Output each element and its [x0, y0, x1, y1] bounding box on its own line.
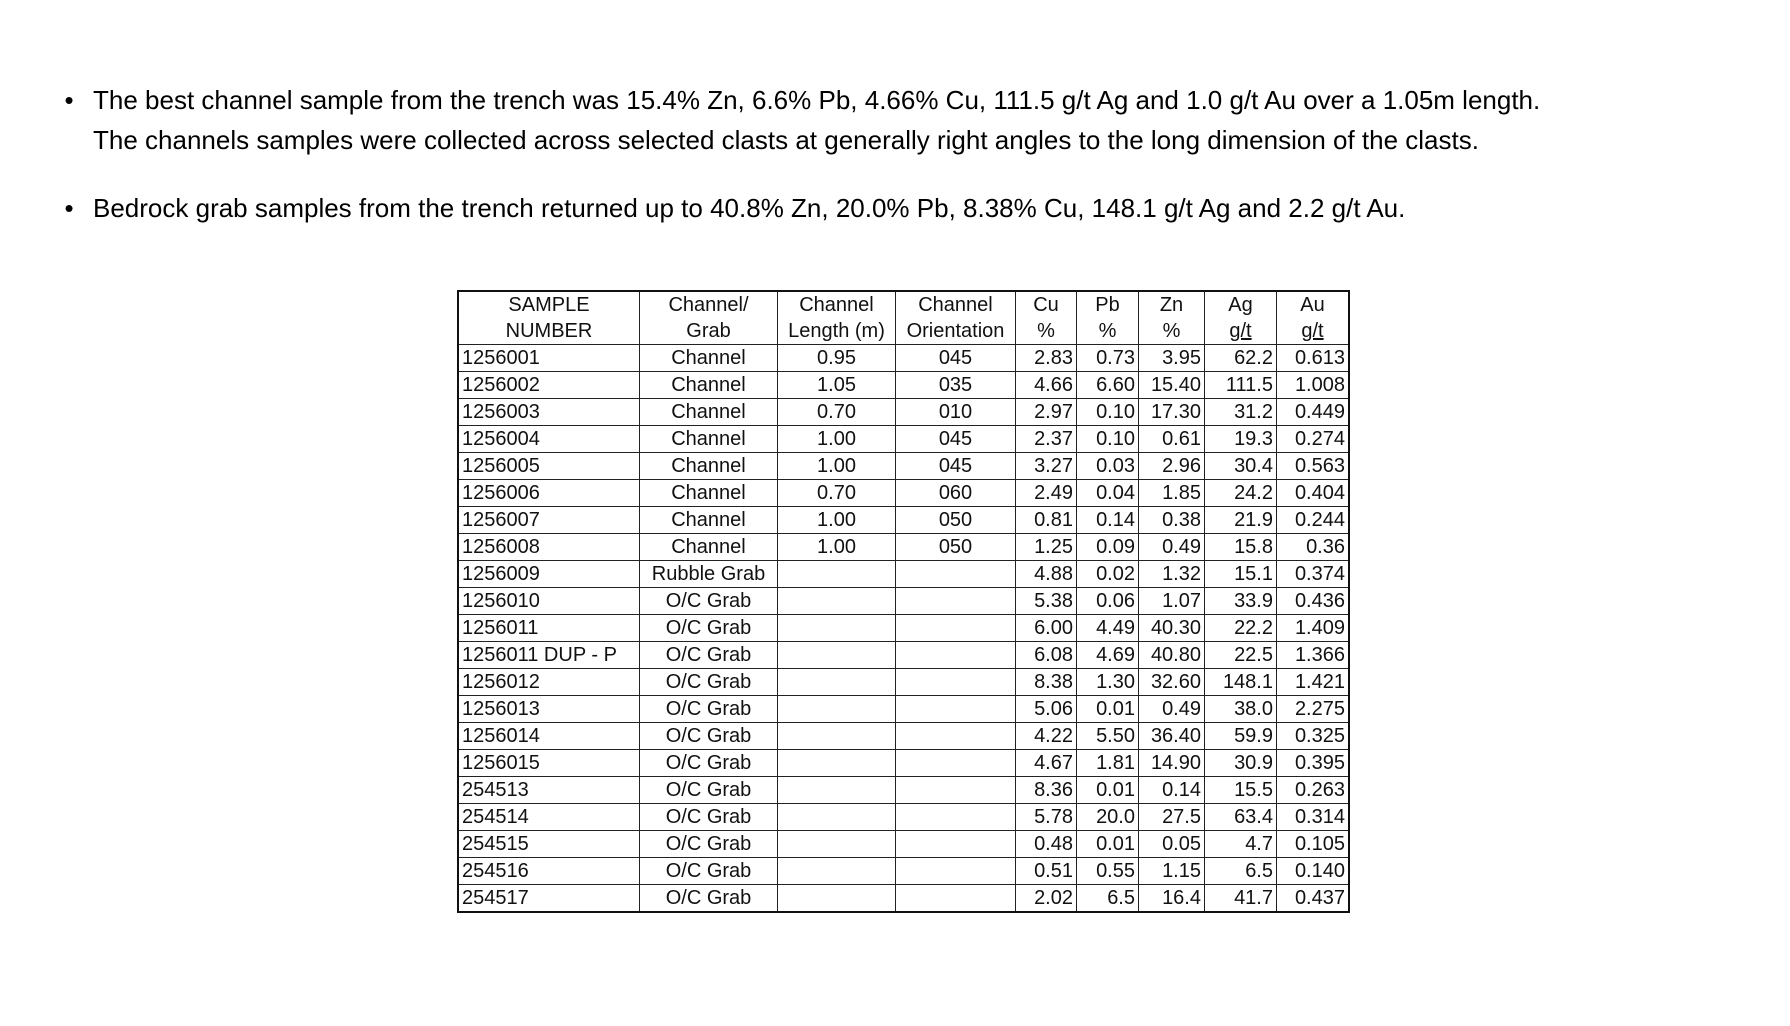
zn-cell: 17.30 — [1139, 399, 1205, 426]
au-cell: 0.244 — [1277, 507, 1350, 534]
channel-grab-cell: Channel — [640, 426, 778, 453]
sample-number-cell: 254517 — [458, 885, 640, 913]
cu-cell: 3.27 — [1016, 453, 1077, 480]
bullet-text-line: Bedrock grab samples from the trench returned up to 40.8% Zn, 20.0% Pb, 8.38% Cu, 148.1 g/t Ag and 2.2 g/t Au. — [93, 193, 1406, 223]
header-channel-orientation — [896, 291, 1016, 345]
cu-cell: 5.06 — [1016, 696, 1077, 723]
zn-cell: 16.4 — [1139, 885, 1205, 913]
pb-cell: 0.04 — [1077, 480, 1139, 507]
zn-cell: 15.40 — [1139, 372, 1205, 399]
table-body — [458, 345, 1349, 913]
zn-cell: 0.38 — [1139, 507, 1205, 534]
header-line: g/t — [1301, 320, 1324, 342]
channel-length-cell: 1.00 — [778, 426, 896, 453]
channel-orientation-cell — [896, 696, 1016, 723]
table-row — [458, 453, 1349, 480]
header-line: g/t — [1229, 320, 1252, 342]
cu-cell: 2.37 — [1016, 426, 1077, 453]
channel-grab-cell: Channel — [640, 480, 778, 507]
channel-grab-cell: Rubble Grab — [640, 561, 778, 588]
ag-cell: 19.3 — [1205, 426, 1277, 453]
channel-length-cell — [778, 588, 896, 615]
au-cell: 0.140 — [1277, 858, 1350, 885]
channel-length-cell — [778, 858, 896, 885]
channel-grab-cell: O/C Grab — [640, 804, 778, 831]
pb-cell: 0.10 — [1077, 399, 1139, 426]
channel-orientation-cell — [896, 885, 1016, 913]
channel-length-cell: 1.00 — [778, 453, 896, 480]
table-header-row — [458, 291, 1349, 345]
channel-grab-cell: O/C Grab — [640, 858, 778, 885]
au-cell: 0.105 — [1277, 831, 1350, 858]
pb-cell: 1.30 — [1077, 669, 1139, 696]
au-cell: 0.314 — [1277, 804, 1350, 831]
au-cell: 0.36 — [1277, 534, 1350, 561]
zn-cell: 27.5 — [1139, 804, 1205, 831]
ag-cell: 6.5 — [1205, 858, 1277, 885]
channel-orientation-cell: 045 — [896, 426, 1016, 453]
ag-cell: 62.2 — [1205, 345, 1277, 372]
channel-orientation-cell — [896, 642, 1016, 669]
cu-cell: 2.02 — [1016, 885, 1077, 913]
sample-number-cell: 1256003 — [458, 399, 640, 426]
au-cell: 1.409 — [1277, 615, 1350, 642]
channel-length-cell: 1.00 — [778, 507, 896, 534]
bullet-text-line: The best channel sample from the trench was 15.4% Zn, 6.6% Pb, 4.66% Cu, 111.5 g/t Ag and 1.0 g/t Au over a 1.05m length. — [93, 85, 1541, 115]
table-row — [458, 480, 1349, 507]
ag-cell: 22.5 — [1205, 642, 1277, 669]
sample-number-cell: 1256011 — [458, 615, 640, 642]
header-line: NUMBER — [505, 320, 593, 342]
channel-grab-cell: O/C Grab — [640, 588, 778, 615]
table-row — [458, 642, 1349, 669]
channel-grab-cell: Channel — [640, 399, 778, 426]
au-cell: 1.421 — [1277, 669, 1350, 696]
bullet-marker: • — [64, 85, 74, 115]
sample-number-cell: 254515 — [458, 831, 640, 858]
channel-length-cell — [778, 615, 896, 642]
zn-cell: 1.15 — [1139, 858, 1205, 885]
channel-length-cell — [778, 696, 896, 723]
channel-grab-cell: Channel — [640, 507, 778, 534]
channel-length-cell — [778, 831, 896, 858]
table-row — [458, 804, 1349, 831]
ag-cell: 41.7 — [1205, 885, 1277, 913]
channel-orientation-cell: 010 — [896, 399, 1016, 426]
ag-cell: 15.5 — [1205, 777, 1277, 804]
pb-cell: 1.81 — [1077, 750, 1139, 777]
channel-orientation-cell — [896, 750, 1016, 777]
ag-cell: 21.9 — [1205, 507, 1277, 534]
cu-cell: 0.51 — [1016, 858, 1077, 885]
cu-cell: 2.83 — [1016, 345, 1077, 372]
channel-orientation-cell: 050 — [896, 534, 1016, 561]
sample-number-cell: 1256013 — [458, 696, 640, 723]
zn-cell: 1.07 — [1139, 588, 1205, 615]
header-au — [1277, 291, 1350, 345]
pb-cell: 4.69 — [1077, 642, 1139, 669]
channel-length-cell: 1.00 — [778, 534, 896, 561]
au-cell: 1.366 — [1277, 642, 1350, 669]
channel-length-cell — [778, 885, 896, 913]
table-row — [458, 561, 1349, 588]
bullet-text-line: The channels samples were collected across selected clasts at generally right angles to the long dimension of the clasts. — [93, 125, 1479, 155]
table-row — [458, 723, 1349, 750]
cu-cell: 0.48 — [1016, 831, 1077, 858]
ag-cell: 59.9 — [1205, 723, 1277, 750]
table-row — [458, 345, 1349, 372]
zn-cell: 40.80 — [1139, 642, 1205, 669]
channel-length-cell — [778, 642, 896, 669]
cu-cell: 8.38 — [1016, 669, 1077, 696]
channel-grab-cell: O/C Grab — [640, 777, 778, 804]
channel-orientation-cell — [896, 831, 1016, 858]
channel-grab-cell: O/C Grab — [640, 750, 778, 777]
au-cell: 2.275 — [1277, 696, 1350, 723]
au-cell: 0.404 — [1277, 480, 1350, 507]
cu-cell: 2.97 — [1016, 399, 1077, 426]
header-pb — [1077, 291, 1139, 345]
table-row — [458, 588, 1349, 615]
header-line: % — [1037, 320, 1055, 342]
assay-results-table — [457, 290, 1350, 913]
header-line: Zn — [1159, 294, 1184, 316]
au-cell: 0.395 — [1277, 750, 1350, 777]
pb-cell: 6.60 — [1077, 372, 1139, 399]
cu-cell: 8.36 — [1016, 777, 1077, 804]
au-cell: 0.325 — [1277, 723, 1350, 750]
table-row — [458, 615, 1349, 642]
zn-cell: 0.61 — [1139, 426, 1205, 453]
table-row — [458, 534, 1349, 561]
channel-orientation-cell: 050 — [896, 507, 1016, 534]
ag-cell: 30.9 — [1205, 750, 1277, 777]
cu-cell: 4.66 — [1016, 372, 1077, 399]
channel-orientation-cell — [896, 723, 1016, 750]
sample-number-cell: 254513 — [458, 777, 640, 804]
pb-cell: 0.55 — [1077, 858, 1139, 885]
ag-cell: 63.4 — [1205, 804, 1277, 831]
cu-cell: 5.38 — [1016, 588, 1077, 615]
sample-number-cell: 254514 — [458, 804, 640, 831]
sample-number-cell: 1256006 — [458, 480, 640, 507]
channel-length-cell: 0.95 — [778, 345, 896, 372]
channel-orientation-cell — [896, 588, 1016, 615]
channel-orientation-cell: 060 — [896, 480, 1016, 507]
zn-cell: 14.90 — [1139, 750, 1205, 777]
sample-number-cell: 1256010 — [458, 588, 640, 615]
pb-cell: 0.10 — [1077, 426, 1139, 453]
table-row — [458, 507, 1349, 534]
channel-orientation-cell — [896, 804, 1016, 831]
channel-length-cell — [778, 777, 896, 804]
zn-cell: 0.14 — [1139, 777, 1205, 804]
cu-cell: 4.22 — [1016, 723, 1077, 750]
ag-cell: 148.1 — [1205, 669, 1277, 696]
zn-cell: 1.32 — [1139, 561, 1205, 588]
sample-number-cell: 254516 — [458, 858, 640, 885]
channel-length-cell — [778, 561, 896, 588]
bullet-item-best-channel — [64, 80, 1541, 160]
sample-number-cell: 1256015 — [458, 750, 640, 777]
header-line: Channel/ — [668, 294, 749, 316]
au-cell: 0.274 — [1277, 426, 1350, 453]
table-row — [458, 669, 1349, 696]
channel-grab-cell: O/C Grab — [640, 831, 778, 858]
channel-grab-cell: Channel — [640, 345, 778, 372]
au-cell: 0.437 — [1277, 885, 1350, 913]
table-row — [458, 426, 1349, 453]
channel-length-cell: 0.70 — [778, 399, 896, 426]
sample-number-cell: 1256005 — [458, 453, 640, 480]
sample-number-cell: 1256002 — [458, 372, 640, 399]
channel-length-cell: 0.70 — [778, 480, 896, 507]
header-line: Orientation — [906, 320, 1005, 342]
zn-cell: 3.95 — [1139, 345, 1205, 372]
channel-grab-cell: Channel — [640, 453, 778, 480]
channel-length-cell: 1.05 — [778, 372, 896, 399]
channel-grab-cell: O/C Grab — [640, 669, 778, 696]
zn-cell: 0.05 — [1139, 831, 1205, 858]
channel-grab-cell: O/C Grab — [640, 615, 778, 642]
header-line: Ag — [1228, 294, 1253, 316]
au-cell: 0.613 — [1277, 345, 1350, 372]
table-row — [458, 777, 1349, 804]
cu-cell: 6.00 — [1016, 615, 1077, 642]
channel-orientation-cell: 045 — [896, 345, 1016, 372]
header-channel-grab — [640, 291, 778, 345]
channel-grab-cell: O/C Grab — [640, 696, 778, 723]
pb-cell: 0.73 — [1077, 345, 1139, 372]
pb-cell: 0.01 — [1077, 696, 1139, 723]
table-row — [458, 696, 1349, 723]
au-cell: 0.449 — [1277, 399, 1350, 426]
header-zn — [1139, 291, 1205, 345]
cu-cell: 4.67 — [1016, 750, 1077, 777]
zn-cell: 32.60 — [1139, 669, 1205, 696]
table-row — [458, 372, 1349, 399]
pb-cell: 0.03 — [1077, 453, 1139, 480]
channel-grab-cell: O/C Grab — [640, 723, 778, 750]
sample-number-cell: 1256009 — [458, 561, 640, 588]
table-row — [458, 885, 1349, 913]
channel-length-cell — [778, 750, 896, 777]
sample-number-cell: 1256011 DUP - P — [458, 642, 640, 669]
sample-number-cell: 1256008 — [458, 534, 640, 561]
ag-cell: 22.2 — [1205, 615, 1277, 642]
header-line: SAMPLE — [508, 294, 590, 316]
zn-cell: 40.30 — [1139, 615, 1205, 642]
pb-cell: 0.14 — [1077, 507, 1139, 534]
header-channel-length — [778, 291, 896, 345]
ag-cell: 15.1 — [1205, 561, 1277, 588]
header-sample-number — [458, 291, 640, 345]
pb-cell: 0.06 — [1077, 588, 1139, 615]
channel-length-cell — [778, 669, 896, 696]
channel-grab-cell: Channel — [640, 534, 778, 561]
header-line: Pb — [1095, 294, 1120, 316]
zn-cell: 0.49 — [1139, 534, 1205, 561]
bullet-item-bedrock-grab — [64, 188, 1406, 228]
channel-length-cell — [778, 723, 896, 750]
table-row — [458, 399, 1349, 426]
channel-grab-cell: O/C Grab — [640, 642, 778, 669]
cu-cell: 6.08 — [1016, 642, 1077, 669]
pb-cell: 0.09 — [1077, 534, 1139, 561]
zn-cell: 2.96 — [1139, 453, 1205, 480]
ag-cell: 111.5 — [1205, 372, 1277, 399]
channel-orientation-cell — [896, 777, 1016, 804]
au-cell: 0.563 — [1277, 453, 1350, 480]
header-line: Au — [1300, 294, 1325, 316]
header-ag — [1205, 291, 1277, 345]
table-row — [458, 750, 1349, 777]
channel-orientation-cell — [896, 615, 1016, 642]
sample-number-cell: 1256014 — [458, 723, 640, 750]
ag-cell: 38.0 — [1205, 696, 1277, 723]
sample-number-cell: 1256004 — [458, 426, 640, 453]
channel-orientation-cell — [896, 858, 1016, 885]
channel-grab-cell: Channel — [640, 372, 778, 399]
zn-cell: 0.49 — [1139, 696, 1205, 723]
pb-cell: 0.01 — [1077, 777, 1139, 804]
ag-cell: 24.2 — [1205, 480, 1277, 507]
header-line: Channel — [918, 294, 993, 316]
header-line: % — [1098, 320, 1117, 342]
table-row — [458, 831, 1349, 858]
au-cell: 1.008 — [1277, 372, 1350, 399]
header-cu — [1016, 291, 1077, 345]
pb-cell: 0.02 — [1077, 561, 1139, 588]
pb-cell: 5.50 — [1077, 723, 1139, 750]
ag-cell: 33.9 — [1205, 588, 1277, 615]
header-line: Cu — [1033, 294, 1059, 316]
cu-cell: 1.25 — [1016, 534, 1077, 561]
header-line: Channel — [799, 294, 874, 316]
sample-number-cell: 1256012 — [458, 669, 640, 696]
pb-cell: 0.01 — [1077, 831, 1139, 858]
cu-cell: 0.81 — [1016, 507, 1077, 534]
ag-cell: 15.8 — [1205, 534, 1277, 561]
au-cell: 0.436 — [1277, 588, 1350, 615]
channel-grab-cell: O/C Grab — [640, 885, 778, 913]
sample-number-cell: 1256001 — [458, 345, 640, 372]
ag-cell: 31.2 — [1205, 399, 1277, 426]
cu-cell: 4.88 — [1016, 561, 1077, 588]
table-row — [458, 858, 1349, 885]
header-line: Length (m) — [788, 320, 885, 342]
header-line: Grab — [686, 320, 731, 342]
channel-length-cell — [778, 804, 896, 831]
ag-cell: 30.4 — [1205, 453, 1277, 480]
bullet-marker: • — [64, 193, 74, 223]
zn-cell: 1.85 — [1139, 480, 1205, 507]
au-cell: 0.374 — [1277, 561, 1350, 588]
pb-cell: 4.49 — [1077, 615, 1139, 642]
pb-cell: 6.5 — [1077, 885, 1139, 913]
channel-orientation-cell: 045 — [896, 453, 1016, 480]
channel-orientation-cell: 035 — [896, 372, 1016, 399]
ag-cell: 4.7 — [1205, 831, 1277, 858]
channel-orientation-cell — [896, 561, 1016, 588]
cu-cell: 5.78 — [1016, 804, 1077, 831]
pb-cell: 20.0 — [1077, 804, 1139, 831]
zn-cell: 36.40 — [1139, 723, 1205, 750]
sample-number-cell: 1256007 — [458, 507, 640, 534]
au-cell: 0.263 — [1277, 777, 1350, 804]
channel-orientation-cell — [896, 669, 1016, 696]
header-line: % — [1162, 320, 1181, 342]
cu-cell: 2.49 — [1016, 480, 1077, 507]
